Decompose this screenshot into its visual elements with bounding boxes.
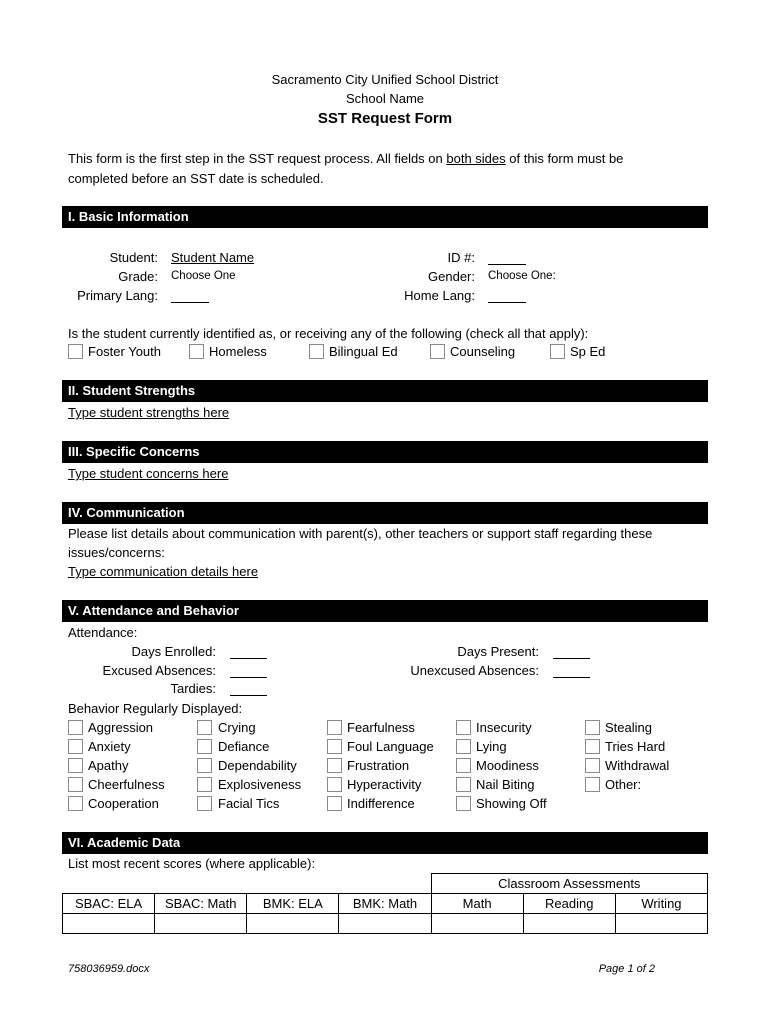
behavior-label: Behavior Regularly Displayed:	[68, 701, 243, 716]
column-header: BMK: ELA	[247, 894, 339, 914]
column-header: BMK: Math	[339, 894, 431, 914]
both-sides-emphasis: both sides	[446, 151, 506, 166]
strengths-field[interactable]: Type student strengths here	[68, 405, 230, 420]
behavior-checkbox[interactable]	[197, 796, 212, 811]
behavior-checkbox[interactable]	[456, 796, 471, 811]
behavior-checkbox[interactable]	[327, 739, 342, 754]
tardies-field[interactable]	[230, 683, 267, 696]
table-header-row	[63, 894, 708, 914]
scores-table	[62, 873, 708, 934]
behavior-checkbox[interactable]	[456, 758, 471, 773]
behavior-label-tries-hard: Tries Hard	[605, 739, 666, 754]
behavior-checkbox[interactable]	[68, 739, 83, 754]
behavior-checkbox[interactable]	[197, 739, 212, 754]
unexcused-absences-label: Unexcused Absences:	[410, 663, 539, 678]
communication-instruction-1: Please list details about communication with parent(s), other teachers or support staff regarding these	[68, 526, 653, 541]
primary-lang-field[interactable]	[171, 290, 209, 303]
behavior-label-lying: Lying	[476, 739, 507, 754]
behavior-label-frustration: Frustration	[347, 758, 410, 773]
intro-line-2: completed before an SST date is scheduled.	[68, 171, 324, 186]
behavior-label-fearfulness: Fearfulness	[347, 720, 415, 735]
id-label: ID #:	[447, 250, 475, 265]
foster-youth-checkbox[interactable]	[68, 344, 83, 359]
student-label: Student:	[109, 250, 158, 265]
days-present-label: Days Present:	[457, 644, 539, 659]
behavior-checkbox[interactable]	[327, 758, 342, 773]
behavior-label-foul-language: Foul Language	[347, 739, 434, 754]
section-attendance-behavior: V. Attendance and Behavior	[62, 600, 708, 622]
section-specific-concerns: III. Specific Concerns	[62, 441, 708, 463]
behavior-checkbox[interactable]	[585, 720, 600, 735]
behavior-checkbox[interactable]	[327, 796, 342, 811]
excused-absences-label: Excused Absences:	[102, 663, 216, 678]
sp-ed-label: Sp Ed	[570, 344, 606, 359]
intro-line-1: This form is the first step in the SST request process. All fields on both sides of this form must be	[68, 151, 624, 166]
id-field[interactable]	[488, 252, 526, 265]
column-header: Writing	[615, 894, 707, 914]
bilingual-ed-checkbox[interactable]	[309, 344, 324, 359]
tardies-label: Tardies:	[170, 681, 216, 696]
behavior-checkbox[interactable]	[68, 777, 83, 792]
grade-label: Grade:	[118, 269, 158, 284]
behavior-checkbox[interactable]	[197, 777, 212, 792]
unexcused-absences-field[interactable]	[553, 665, 590, 678]
behavior-checkbox[interactable]	[456, 720, 471, 735]
behavior-label-other: Other:	[605, 777, 642, 792]
behavior-label-indifference: Indifference	[347, 796, 415, 811]
behavior-checkbox[interactable]	[585, 777, 600, 792]
column-header: SBAC: ELA	[63, 894, 155, 914]
gender-label: Gender:	[428, 269, 475, 284]
primary-lang-label: Primary Lang:	[77, 288, 158, 303]
behavior-label-apathy: Apathy	[88, 758, 129, 773]
column-header: Math	[431, 894, 523, 914]
home-lang-label: Home Lang:	[404, 288, 475, 303]
behavior-label-facial-tics: Facial Tics	[218, 796, 280, 811]
identification-question: Is the student currently identified as, or receiving any of the following (check all that apply):	[68, 326, 589, 341]
section-student-strengths: II. Student Strengths	[62, 380, 708, 402]
table-cell[interactable]	[63, 914, 155, 934]
behavior-label-defiance: Defiance	[218, 739, 270, 754]
behavior-checkbox[interactable]	[585, 739, 600, 754]
table-cell[interactable]	[431, 914, 523, 934]
school-name: School Name	[345, 91, 425, 106]
behavior-label-explosiveness: Explosiveness	[218, 777, 302, 792]
behavior-checkbox[interactable]	[456, 739, 471, 754]
table-cell[interactable]	[247, 914, 339, 934]
behavior-checkbox[interactable]	[585, 758, 600, 773]
behavior-label-anxiety: Anxiety	[88, 739, 131, 754]
behavior-label-dependability: Dependability	[218, 758, 297, 773]
excused-absences-field[interactable]	[230, 665, 267, 678]
behavior-label-nail-biting: Nail Biting	[476, 777, 535, 792]
home-lang-field[interactable]	[488, 290, 526, 303]
behavior-checkbox[interactable]	[68, 758, 83, 773]
academic-data-instruction: List most recent scores (where applicable):	[68, 856, 316, 871]
section-academic-data: VI. Academic Data	[62, 832, 708, 854]
section-basic-information: I. Basic Information	[62, 206, 708, 228]
table-row	[63, 914, 708, 934]
behavior-label-withdrawal: Withdrawal	[605, 758, 670, 773]
form-title: SST Request Form	[317, 110, 453, 127]
behavior-label-insecurity: Insecurity	[476, 720, 532, 735]
days-enrolled-label: Days Enrolled:	[131, 644, 216, 659]
behavior-label-crying: Crying	[218, 720, 256, 735]
foster-youth-label: Foster Youth	[88, 344, 161, 359]
counseling-checkbox[interactable]	[430, 344, 445, 359]
grade-select[interactable]: Choose One	[171, 270, 236, 282]
column-header: Reading	[523, 894, 615, 914]
behavior-label-stealing: Stealing	[605, 720, 652, 735]
behavior-checkbox[interactable]	[197, 720, 212, 735]
footer-page-number: Page 1 of 2	[598, 963, 655, 975]
district-name: Sacramento City Unified School District	[271, 72, 499, 87]
column-header: SBAC: Math	[155, 894, 247, 914]
table-cell[interactable]	[155, 914, 247, 934]
behavior-checkbox[interactable]	[197, 758, 212, 773]
communication-field[interactable]: Type communication details here	[68, 564, 259, 579]
communication-instruction-2: issues/concerns:	[68, 545, 165, 560]
gender-select[interactable]: Choose One:	[488, 270, 556, 282]
counseling-label: Counseling	[450, 344, 516, 359]
attendance-label: Attendance:	[68, 625, 138, 640]
sp-ed-checkbox[interactable]	[550, 344, 565, 359]
days-enrolled-field[interactable]	[230, 646, 267, 659]
table-cell[interactable]	[615, 914, 707, 934]
behavior-checkbox[interactable]	[456, 777, 471, 792]
behavior-label-aggression: Aggression	[88, 720, 154, 735]
homeless-label: Homeless	[209, 344, 267, 359]
classroom-assessments-header: Classroom Assessments	[431, 874, 707, 894]
behavior-checkbox[interactable]	[68, 796, 83, 811]
behavior-checkbox[interactable]	[327, 720, 342, 735]
footer-filename: 758036959.docx	[68, 963, 150, 975]
table-cell[interactable]	[523, 914, 615, 934]
concerns-field[interactable]: Type student concerns here	[68, 466, 229, 481]
behavior-label-hyperactivity: Hyperactivity	[347, 777, 422, 792]
bilingual-ed-label: Bilingual Ed	[329, 344, 398, 359]
behavior-checkbox[interactable]	[327, 777, 342, 792]
behavior-label-moodiness: Moodiness	[476, 758, 539, 773]
behavior-label-cheerfulness: Cheerfulness	[88, 777, 165, 792]
student-name-field[interactable]: Student Name	[171, 250, 255, 265]
days-present-field[interactable]	[553, 646, 590, 659]
table-cell[interactable]	[339, 914, 431, 934]
homeless-checkbox[interactable]	[189, 344, 204, 359]
behavior-label-showing-off: Showing Off	[476, 796, 547, 811]
section-communication: IV. Communication	[62, 502, 708, 524]
behavior-checkbox[interactable]	[68, 720, 83, 735]
behavior-label-cooperation: Cooperation	[88, 796, 159, 811]
